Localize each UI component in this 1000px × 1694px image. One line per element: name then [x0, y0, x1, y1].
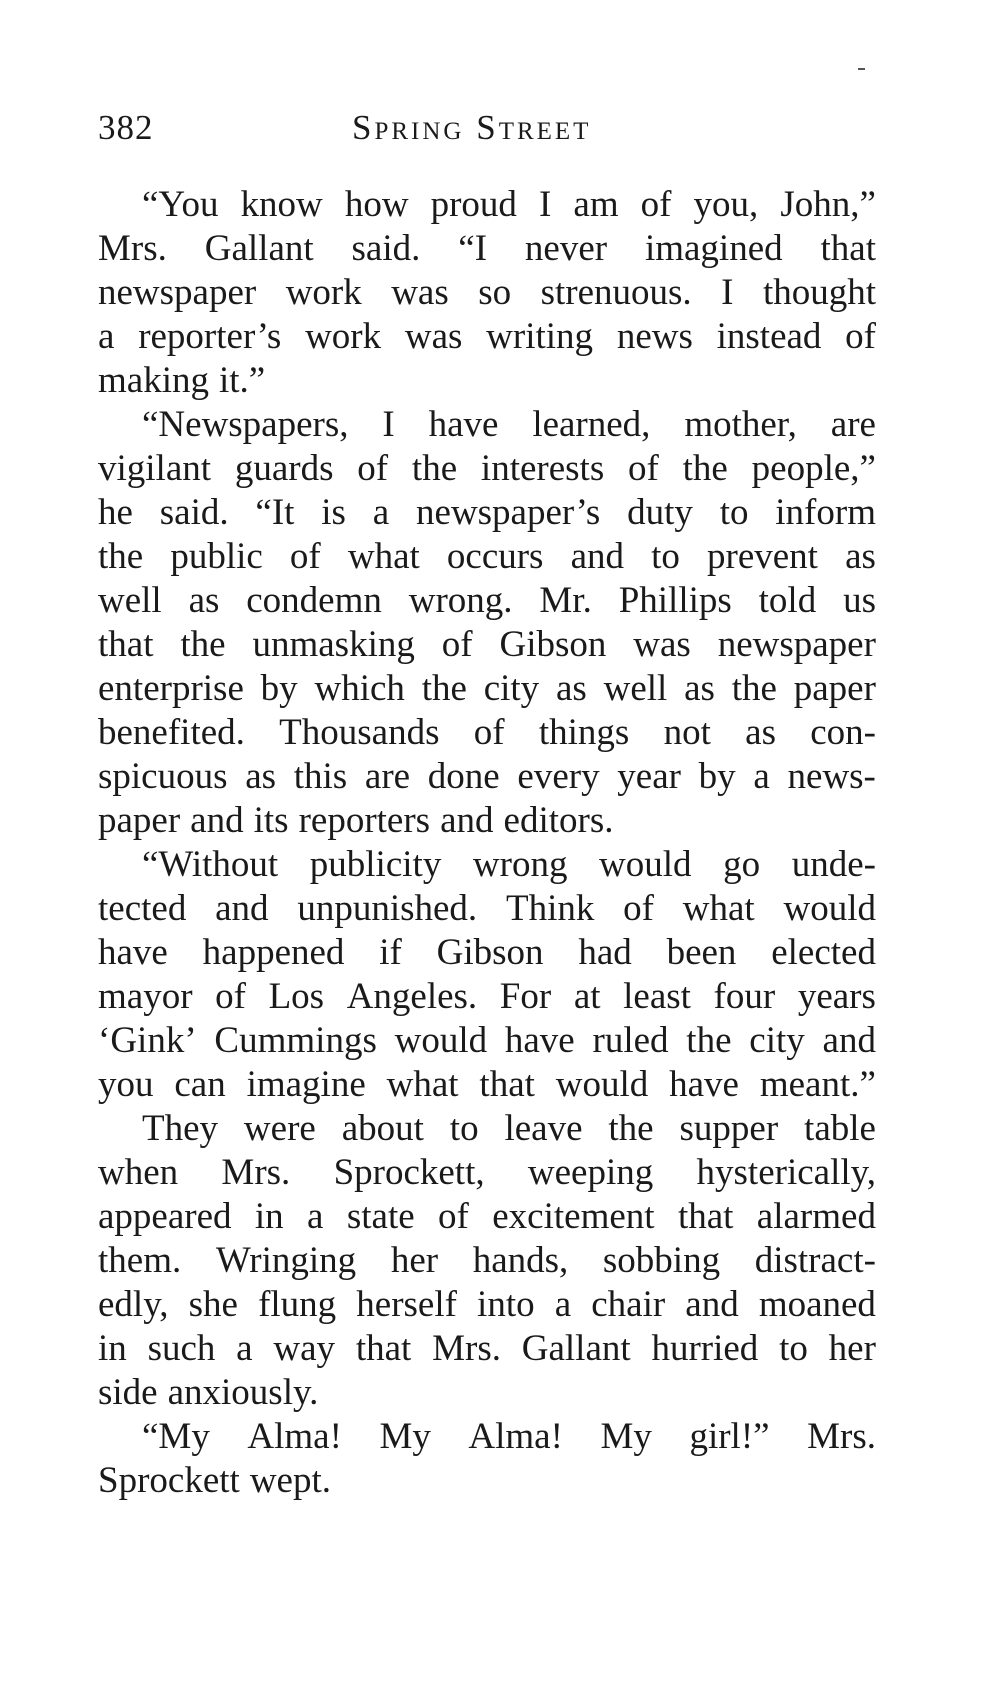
word: excitement: [492, 1196, 655, 1237]
word: public: [170, 536, 263, 577]
text-line: [98, 183, 876, 227]
word: a: [307, 1196, 324, 1237]
word: was: [391, 272, 449, 313]
word: Gibson: [436, 932, 544, 973]
word: the: [421, 668, 467, 709]
word: as: [555, 668, 587, 709]
word: of: [640, 184, 672, 225]
text-line: [98, 931, 876, 975]
word: My: [600, 1416, 652, 1457]
word: Phillips: [618, 580, 732, 621]
word: interests: [480, 448, 605, 489]
word: know: [240, 184, 323, 225]
word: way: [273, 1328, 336, 1369]
text-line: [98, 843, 876, 887]
text-line: [98, 1063, 876, 1107]
text-line: [98, 1415, 876, 1459]
word: that: [820, 228, 876, 269]
word: done: [427, 756, 500, 797]
word: that: [479, 1064, 535, 1105]
word: Sprockett,: [333, 1152, 485, 1193]
word: happened: [202, 932, 345, 973]
word: Mrs.: [432, 1328, 501, 1369]
word: city: [749, 1020, 805, 1061]
word: were: [243, 1108, 316, 1149]
word: Mrs.: [807, 1416, 876, 1457]
word: and: [440, 800, 494, 841]
text-line: [98, 623, 876, 667]
word: Thousands: [279, 712, 440, 753]
text-line: [98, 975, 876, 1019]
word: Think: [505, 888, 595, 929]
word: its: [253, 800, 289, 841]
stray-ink-mark: [858, 68, 865, 70]
word: Gallant: [204, 228, 314, 269]
word: this: [293, 756, 348, 797]
word: if: [379, 932, 402, 973]
text-line: [98, 887, 876, 931]
word: mother,: [684, 404, 797, 445]
text-line: [98, 227, 876, 271]
word: a: [236, 1328, 253, 1369]
text-line: [98, 1195, 876, 1239]
text-line: [98, 1371, 876, 1415]
word: a: [98, 316, 115, 357]
word: been: [666, 932, 737, 973]
text-line: [98, 799, 876, 843]
word: are: [830, 404, 876, 445]
word: strenuous.: [540, 272, 692, 313]
word: condemn: [246, 580, 382, 621]
word: not: [663, 712, 711, 753]
word: that: [677, 1196, 734, 1237]
word: “Without: [142, 844, 279, 885]
text-line: [98, 1283, 876, 1327]
word: in: [98, 1328, 127, 1369]
word: chair: [591, 1284, 666, 1325]
word: of: [845, 316, 876, 357]
word: elected: [771, 932, 876, 973]
word: newspaper: [98, 272, 257, 313]
word: Alma!: [468, 1416, 563, 1457]
word: the: [180, 624, 226, 665]
word: Sprockett: [98, 1460, 240, 1501]
word: least: [623, 976, 691, 1017]
word: am: [573, 184, 619, 225]
word: news: [616, 316, 693, 357]
word: imagine: [246, 1064, 366, 1105]
word: the: [608, 1108, 654, 1149]
word: to: [719, 492, 749, 533]
word: of: [438, 1196, 469, 1237]
word: to: [651, 536, 680, 577]
word: of: [628, 448, 659, 489]
word: “Newspapers,: [142, 404, 349, 445]
word: editors.: [503, 800, 614, 841]
running-head: [98, 108, 876, 158]
word: you,: [693, 184, 759, 225]
word: writing: [486, 316, 594, 357]
word: weeping: [527, 1152, 654, 1193]
word: told: [758, 580, 817, 621]
word: I: [721, 272, 734, 313]
word: he: [98, 492, 133, 533]
word: and: [215, 888, 269, 929]
word: John,”: [780, 184, 876, 225]
word: table: [804, 1108, 876, 1149]
word: is: [321, 492, 346, 533]
word: never: [524, 228, 608, 269]
word: hysterically,: [696, 1152, 876, 1193]
word: wept.: [249, 1460, 331, 1501]
word: of: [357, 448, 389, 489]
word: had: [578, 932, 632, 973]
word: a: [554, 1284, 572, 1325]
word: news-: [787, 756, 876, 797]
word: wrong.: [408, 580, 513, 621]
word: and: [190, 800, 244, 841]
word: things: [538, 712, 630, 753]
word: vigilant: [98, 448, 212, 489]
word: can: [174, 1064, 226, 1105]
text-line: [98, 579, 876, 623]
running-title: Spring Street: [352, 108, 592, 147]
word: to: [779, 1328, 808, 1369]
word: ‘Gink’: [98, 1020, 197, 1061]
word: as: [245, 756, 277, 797]
text-line: [98, 755, 876, 799]
word: and: [570, 536, 625, 577]
text-line: [98, 403, 876, 447]
body-text: [98, 183, 876, 1503]
word: and: [822, 1020, 876, 1061]
word: year: [617, 756, 681, 797]
word: They: [142, 1108, 219, 1149]
word: herself: [356, 1284, 457, 1325]
word: the: [98, 536, 144, 577]
word: them.: [98, 1240, 182, 1281]
text-line: [98, 1459, 876, 1503]
word: would: [394, 1020, 488, 1061]
word: would: [555, 1064, 649, 1105]
word: would: [599, 844, 692, 885]
word: flung: [258, 1284, 337, 1325]
word: as: [845, 536, 876, 577]
word: about: [341, 1108, 424, 1149]
word: hands,: [472, 1240, 569, 1281]
word: into: [477, 1284, 535, 1325]
word: of: [215, 976, 246, 1017]
word: what: [347, 536, 420, 577]
word: as: [188, 580, 220, 621]
word: “You: [142, 184, 219, 225]
word: the: [682, 448, 728, 489]
word: distract-: [754, 1240, 876, 1281]
word: of: [289, 536, 321, 577]
word: well: [603, 668, 668, 709]
word: wrong: [472, 844, 568, 885]
word: which: [314, 668, 405, 709]
word: girl!”: [689, 1416, 770, 1457]
word: four: [713, 976, 776, 1017]
word: said.: [159, 492, 229, 533]
word: mayor: [98, 976, 193, 1017]
word: sobbing: [602, 1240, 721, 1281]
word: benefited.: [98, 712, 245, 753]
word: newspaper’s: [416, 492, 601, 533]
text-line: [98, 359, 876, 403]
word: inform: [775, 492, 876, 533]
word: moaned: [758, 1284, 876, 1325]
text-line: [98, 271, 876, 315]
word: have: [428, 404, 499, 445]
word: of: [623, 888, 654, 929]
word: state: [346, 1196, 415, 1237]
word: Mr.: [539, 580, 592, 621]
word: you: [98, 1064, 154, 1105]
word: guards: [234, 448, 334, 489]
word: For: [499, 976, 552, 1017]
word: how: [344, 184, 409, 225]
word: well: [98, 580, 162, 621]
word: “I: [458, 228, 488, 269]
word: alarmed: [756, 1196, 876, 1237]
word: work: [305, 316, 382, 357]
word: when: [98, 1152, 179, 1193]
word: paper: [98, 800, 181, 841]
word: people,”: [751, 448, 876, 489]
word: meant.”: [759, 1064, 876, 1105]
word: proud: [430, 184, 517, 225]
text-line: [98, 667, 876, 711]
word: appeared: [98, 1196, 232, 1237]
word: the: [411, 448, 458, 489]
text-line: [98, 535, 876, 579]
word: the: [686, 1020, 732, 1061]
word: as: [745, 712, 776, 753]
word: Wringing: [215, 1240, 357, 1281]
text-line: [98, 447, 876, 491]
word: at: [573, 976, 601, 1017]
word: Mrs.: [221, 1152, 291, 1193]
word: to: [449, 1108, 479, 1149]
word: years: [797, 976, 876, 1017]
word: are: [364, 756, 411, 797]
word: learned,: [532, 404, 651, 445]
word: edly,: [98, 1284, 169, 1325]
text-line: [98, 315, 876, 359]
word: hurried: [651, 1328, 759, 1369]
word: making: [98, 360, 209, 401]
word: newspaper: [717, 624, 876, 665]
word: Mrs.: [98, 228, 167, 269]
word: reporter’s: [138, 316, 282, 357]
word: prevent: [707, 536, 818, 577]
word: Los: [268, 976, 325, 1017]
word: city: [483, 668, 540, 709]
word: Angeles.: [346, 976, 478, 1017]
word: what: [682, 888, 755, 929]
word: have: [504, 1020, 575, 1061]
word: instead: [716, 316, 822, 357]
word: that: [355, 1328, 412, 1369]
word: what: [386, 1064, 459, 1105]
text-line: [98, 1239, 876, 1283]
word: was: [404, 316, 463, 357]
word: a: [372, 492, 390, 533]
word: thought: [762, 272, 876, 313]
word: I: [382, 404, 395, 445]
word: Alma!: [247, 1416, 342, 1457]
word: go: [723, 844, 761, 885]
word: such: [147, 1328, 216, 1369]
word: I: [539, 184, 552, 225]
word: “It: [255, 492, 295, 533]
word: duty: [627, 492, 693, 533]
word: her: [390, 1240, 439, 1281]
word: work: [285, 272, 362, 313]
word: the: [731, 668, 777, 709]
word: Gallant: [521, 1328, 631, 1369]
word: as: [684, 668, 715, 709]
word: Cummings: [214, 1020, 377, 1061]
word: side: [98, 1372, 158, 1413]
word: us: [843, 580, 876, 621]
word: she: [188, 1284, 238, 1325]
word: and: [685, 1284, 739, 1325]
text-line: [98, 1151, 876, 1195]
word: of: [441, 624, 473, 665]
word: unde-: [791, 844, 876, 885]
word: by: [698, 756, 736, 797]
word: tected: [98, 888, 187, 929]
word: was: [633, 624, 691, 665]
text-line: [98, 1327, 876, 1371]
word: it.”: [218, 360, 266, 401]
word: ruled: [592, 1020, 669, 1061]
word: in: [254, 1196, 284, 1237]
text-line: [98, 1107, 876, 1151]
word: con-: [810, 712, 876, 753]
word: reporters: [298, 800, 431, 841]
word: so: [478, 272, 512, 313]
word: by: [260, 668, 298, 709]
word: unmasking: [252, 624, 415, 665]
text-line: [98, 711, 876, 755]
word: said.: [351, 228, 421, 269]
text-line: [98, 1019, 876, 1063]
word: enterprise: [98, 668, 244, 709]
word: spicuous: [98, 756, 228, 797]
word: have: [669, 1064, 739, 1105]
word: leave: [504, 1108, 583, 1149]
word: “My: [142, 1416, 210, 1457]
word: of: [473, 712, 505, 753]
word: occurs: [446, 536, 544, 577]
word: unpunished.: [297, 888, 478, 929]
word: My: [379, 1416, 431, 1457]
word: a: [753, 756, 770, 797]
text-line: [98, 491, 876, 535]
word: paper: [793, 668, 876, 709]
word: have: [98, 932, 168, 973]
word: publicity: [309, 844, 442, 885]
word: imagined: [644, 228, 783, 269]
word: anxiously.: [167, 1372, 319, 1413]
page-number: 382: [98, 108, 154, 147]
word: every: [517, 756, 600, 797]
word: would: [783, 888, 876, 929]
word: Gibson: [499, 624, 607, 665]
word: supper: [679, 1108, 779, 1149]
word: that: [98, 624, 154, 665]
word: her: [828, 1328, 876, 1369]
